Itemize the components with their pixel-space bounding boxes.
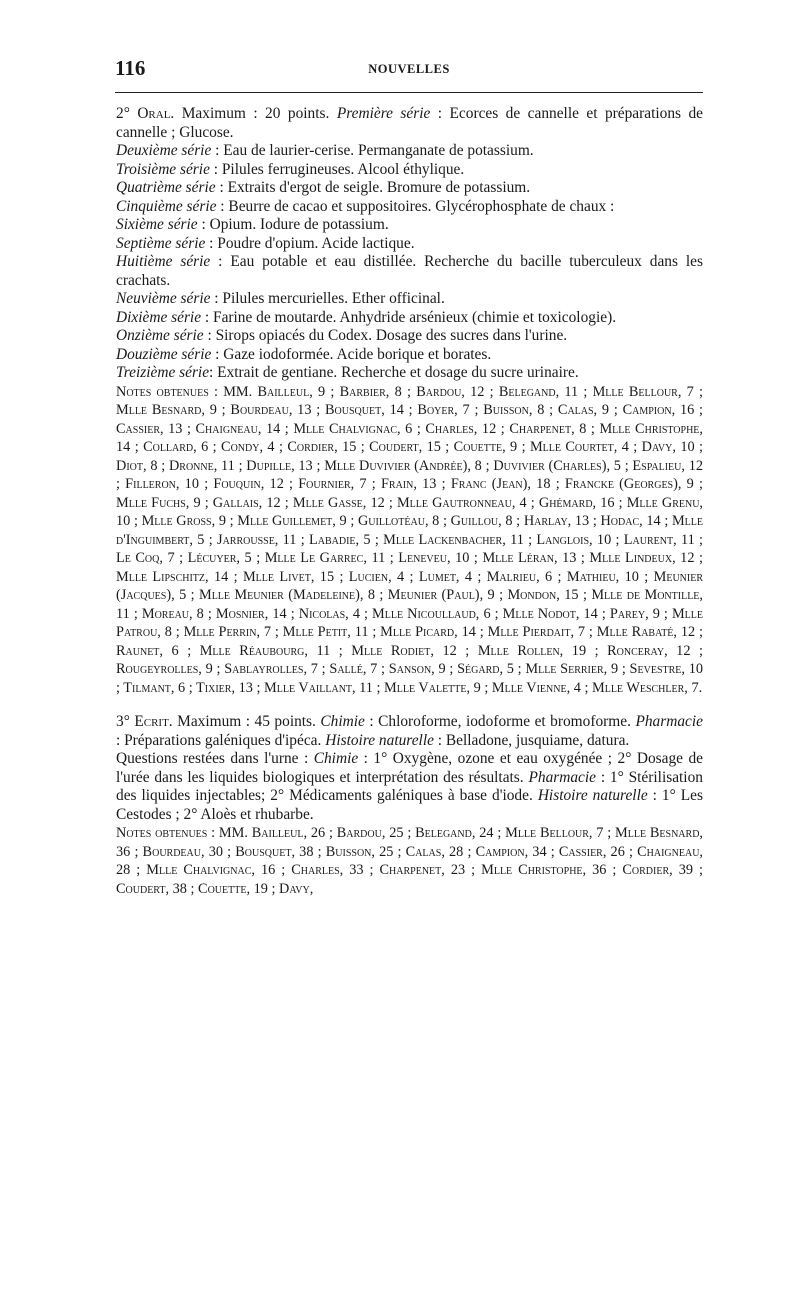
- series-line: Septième série : Poudre d'opium. Acide lactique.: [116, 234, 415, 252]
- series-name: Troisième série: [116, 160, 210, 178]
- oral-label: Oral.: [137, 105, 175, 122]
- header-rule: [115, 92, 703, 93]
- series-line: Onzième série : Sirops opiacés du Codex. Dosage des sucres dans l'urine.: [116, 327, 568, 344]
- ecrit-label: Ecrit.: [134, 713, 173, 730]
- article-body: [116, 105, 703, 898]
- series-line: Dixième série : Farine de moutarde. Anhydride arsénieux (chimie et toxicologie).: [116, 308, 617, 326]
- series-name: Huitième série: [116, 253, 211, 270]
- series-name: Septième série: [116, 234, 206, 252]
- series-name: Sixième série: [116, 216, 198, 233]
- ecrit-intro: 3° Ecrit. Maximum : 45 points. Chimie : Chloroforme, iodoforme et bromoforme. Pharmacie : Préparations galéniques d'ipéca. Histoire naturelle : Belladone, jusquiame, datura.: [116, 713, 703, 749]
- series-line: Quatrième série : Extraits d'ergot de seigle. Bromure de potassium.: [116, 179, 531, 196]
- series-name: Neuvième série: [116, 290, 211, 307]
- series-name: Onzième série: [116, 327, 204, 344]
- series-line: Sixième série : Opium. Iodure de potassium.: [116, 216, 389, 233]
- oral-notes: Notes obtenues : MM. Bailleul, 9 ; Barbier, 8 ; Bardou, 12 ; Belegand, 11 ; Mlle Bellour, 7 ; Mlle Besnard, 9 ; Bourdeau, 13 ; Bousquet, 14 ; Boyer, 7 ; Buisson, 8 ; Calas, 9 ; Campion, 16 ; Cassier, 13 ; Chaigneau, 14 ; Mlle Chalvignac, 6 ; Charles, 12 ; Charpenet, 8 ; Mlle Christophe, 14 ; Collard, 6 ; Condy, 4 ; Cordier, 15 ; Coudert, 15 ; Couette, 9 ; Mlle Courtet, 4 ; Davy, 10 ; Diot, 8 ; Dronne, 11 ; Dupille, 13 ; Mlle Duvivier (Andrée), 8 ; Duvivier (Charles), 5 ; Espalieu, 12 ; Filleron, 10 ; Fouquin, 12 ; Fournier, 7 ; Frain, 13 ; Franc (Jean), 18 ; Francke (Georges), 9 ; Mlle Fuchs, 9 ; Gallais, 12 ; Mlle Gasse, 12 ; Mlle Gautronneau, 4 ; Ghémard, 16 ; Mlle Grenu, 10 ; Mlle Gross, 9 ; Mlle Guillemet, 9 ; Guillotéau, 8 ; Guillou, 8 ; Harlay, 13 ; Hodac, 14 ; Mlle d'Inguimbert, 5 ; Jarrousse, 11 ; Labadie, 5 ; Mlle Lackenbacher, 11 ; Langlois, 10 ; Laurent, 11 ; Le Coq, 7 ; Lécuyer, 5 ; Mlle Le Garrec, 11 ; Leneveu, 10 ; Mlle Léran, 13 ; Mlle Lindeux, 12 ; Mlle Lipschitz, 14 ; Mlle Livet, 15 ; Lucien, 4 ; Lumet, 4 ; Malrieu, 6 ; Mathieu, 10 ; Meunier (Jacques), 5 ; Mlle Meunier (Madeleine), 8 ; Meunier (Paul), 9 ; Mondon, 15 ; Mlle de Montille, 11 ; Moreau, 8 ; Mosnier, 14 ; Nicolas, 4 ; Mlle Nicoullaud, 6 ; Mlle Nodot, 14 ; Parey, 9 ; Mlle Patrou, 8 ; Mlle Perrin, 7 ; Mlle Petit, 11 ; Mlle Picard, 14 ; Mlle Pierdait, 7 ; Mlle Rabaté, 12 ; Raunet, 6 ; Mlle Réaubourg, 11 ; Mlle Rodiet, 12 ; Mlle Rollen, 19 ; Ronceray, 12 ; Rougeyrolles, 9 ; Sablayrolles, 7 ; Sallé, 7 ; Sanson, 9 ; Ségard, 5 ; Mlle Serrier, 9 ; Sevestre, 10 ; Tilmant, 6 ; Tixier, 13 ; Mlle Vaillant, 11 ; Mlle Valette, 9 ; Mlle Vienne, 4 ; Mlle Weschler, 7.: [116, 383, 703, 696]
- series-name: Cinquième série: [116, 197, 217, 215]
- ecrit-questions: Questions restées dans l'urne : Chimie : 1° Oxygène, ozone et eau oxygénée ; 2° Dosage de l'urée dans les liquides biologiques et interprétation des résultats. Pharmacie : 1° Stérilisation des liquides injectables; 2° Médicaments galéniques à base d'iode. Histoire naturelle : 1° Les Cestodes ; 2° Aloès et rhubarbe.: [116, 750, 703, 823]
- series-name: Douzième série: [116, 345, 212, 363]
- page-number: 116: [115, 56, 146, 80]
- series-name: Quatrième série: [116, 179, 216, 196]
- running-title: NOUVELLES: [368, 62, 450, 76]
- series-line: Cinquième série : Beurre de cacao et suppositoires. Glycérophosphate de chaux :: [116, 197, 615, 215]
- oral-intro: 2° Oral. Maximum : 20 points. Première série : Ecorces de cannelle et préparations de cannelle ; Glucose.: [116, 105, 703, 141]
- series-line: Huitième série : Eau potable et eau distillée. Recherche du bacille tuberculeux dans les crachats.: [116, 253, 703, 289]
- ecrit-notes: Notes obtenues : MM. Bailleul, 26 ; Bardou, 25 ; Belegand, 24 ; Mlle Bellour, 7 ; Mlle Besnard, 36 ; Bourdeau, 30 ; Bousquet, 38 ; Buisson, 25 ; Calas, 28 ; Campion, 34 ; Cassier, 26 ; Chaigneau, 28 ; Mlle Chalvignac, 16 ; Charles, 33 ; Charpenet, 23 ; Mlle Christophe, 36 ; Cordier, 39 ; Coudert, 38 ; Couette, 19 ; Davy,: [116, 825, 703, 897]
- series-name: Dixième série: [116, 308, 202, 326]
- series-name: Treizième série: [116, 364, 210, 381]
- series-line: Douzième série : Gaze iodoformée. Acide borique et borates.: [116, 345, 492, 363]
- series-line: Deuxième série : Eau de laurier-cerise. Permanganate de potassium.: [116, 142, 534, 159]
- series-name: Première série: [336, 105, 431, 122]
- series-line: Neuvième série : Pilules mercurielles. Ether officinal.: [116, 290, 445, 307]
- series-name: Deuxième série: [116, 142, 212, 159]
- page-header: [115, 56, 703, 86]
- series-line: Treizième série: Extrait de gentiane. Recherche et dosage du sucre urinaire.: [116, 364, 579, 381]
- series-line: Troisième série : Pilules ferrugineuses. Alcool éthylique.: [116, 160, 465, 178]
